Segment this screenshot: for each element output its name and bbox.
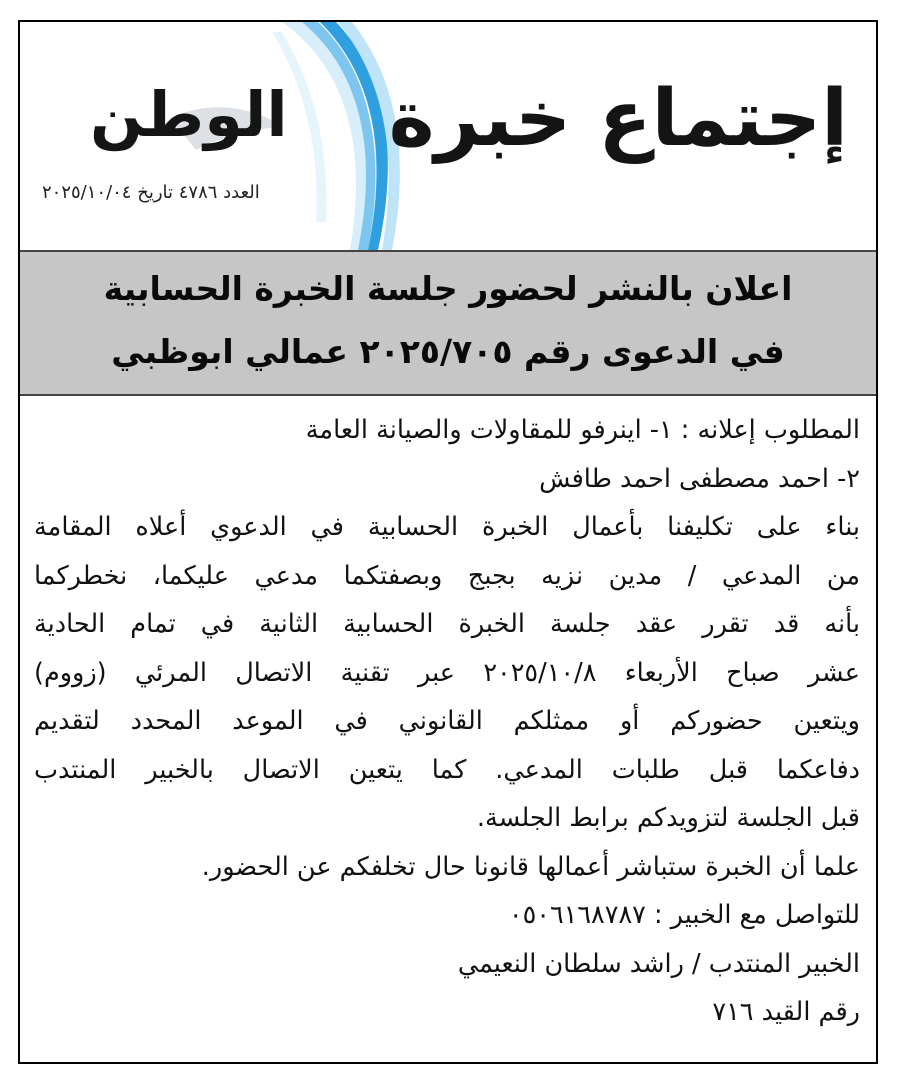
- header: [20, 22, 876, 250]
- newspaper-logo: الوطن: [90, 78, 288, 151]
- body-line: بأنه قد تقرر عقد جلسة الخبرة الحسابية الثانية في تمام الحادية: [34, 609, 860, 639]
- body-line: بناء على تكليفنا بأعمال الخبرة الحسابية في الدعوي أعلاه المقامة: [34, 512, 860, 542]
- body-line: المطلوب إعلانه : ١- اينرفو للمقاولات والصيانة العامة: [305, 415, 860, 445]
- announcement-body: [34, 406, 860, 1037]
- issue-date-line: العدد ٤٧٨٦ تاريخ ٢٠٢٥/١٠/٠٤: [42, 182, 260, 203]
- body-line: ويتعين حضوركم أو ممثلكم القانوني في الموعد المحدد لتقديم: [34, 706, 860, 736]
- body-line: من المدعي / مدين نزيه بجبج وبصفتكما مدعي عليكما، نخطركما: [34, 560, 860, 591]
- announcement-banner: [20, 250, 876, 396]
- body-line: دفاعكما قبل طلبات المدعي. كما يتعين الاتصال بالخبير المنتدب: [34, 754, 860, 785]
- contact-phone-line: للتواصل مع الخبير : ٠٥٠٦١٦٨٧٨٧: [508, 900, 860, 930]
- body-line: علما أن الخبرة ستباشر أعمالها قانونا حال تخلفكم عن الحضور.: [201, 851, 860, 882]
- expert-name-line: الخبير المنتدب / راشد سلطان النعيمي: [457, 948, 860, 979]
- body-line: ٢- احمد مصطفى احمد طافش: [539, 463, 860, 494]
- registration-number-line: رقم القيد ٧١٦: [712, 997, 860, 1027]
- body-line: عشر صباح الأربعاء ٢٠٢٥/١٠/٨ عبر تقنية الاتصال المرئي (زووم): [34, 657, 860, 688]
- announcement-frame: [18, 20, 878, 1064]
- banner-line-2: في الدعوى رقم ٢٠٢٥/٧٠٥ عمالي ابوظبي: [111, 332, 785, 371]
- banner-line-1: اعلان بالنشر لحضور جلسة الخبرة الحسابية: [103, 269, 793, 308]
- page-title: إجتماع خبرة: [388, 74, 848, 164]
- body-line: قبل الجلسة لتزويدكم برابط الجلسة.: [476, 803, 860, 833]
